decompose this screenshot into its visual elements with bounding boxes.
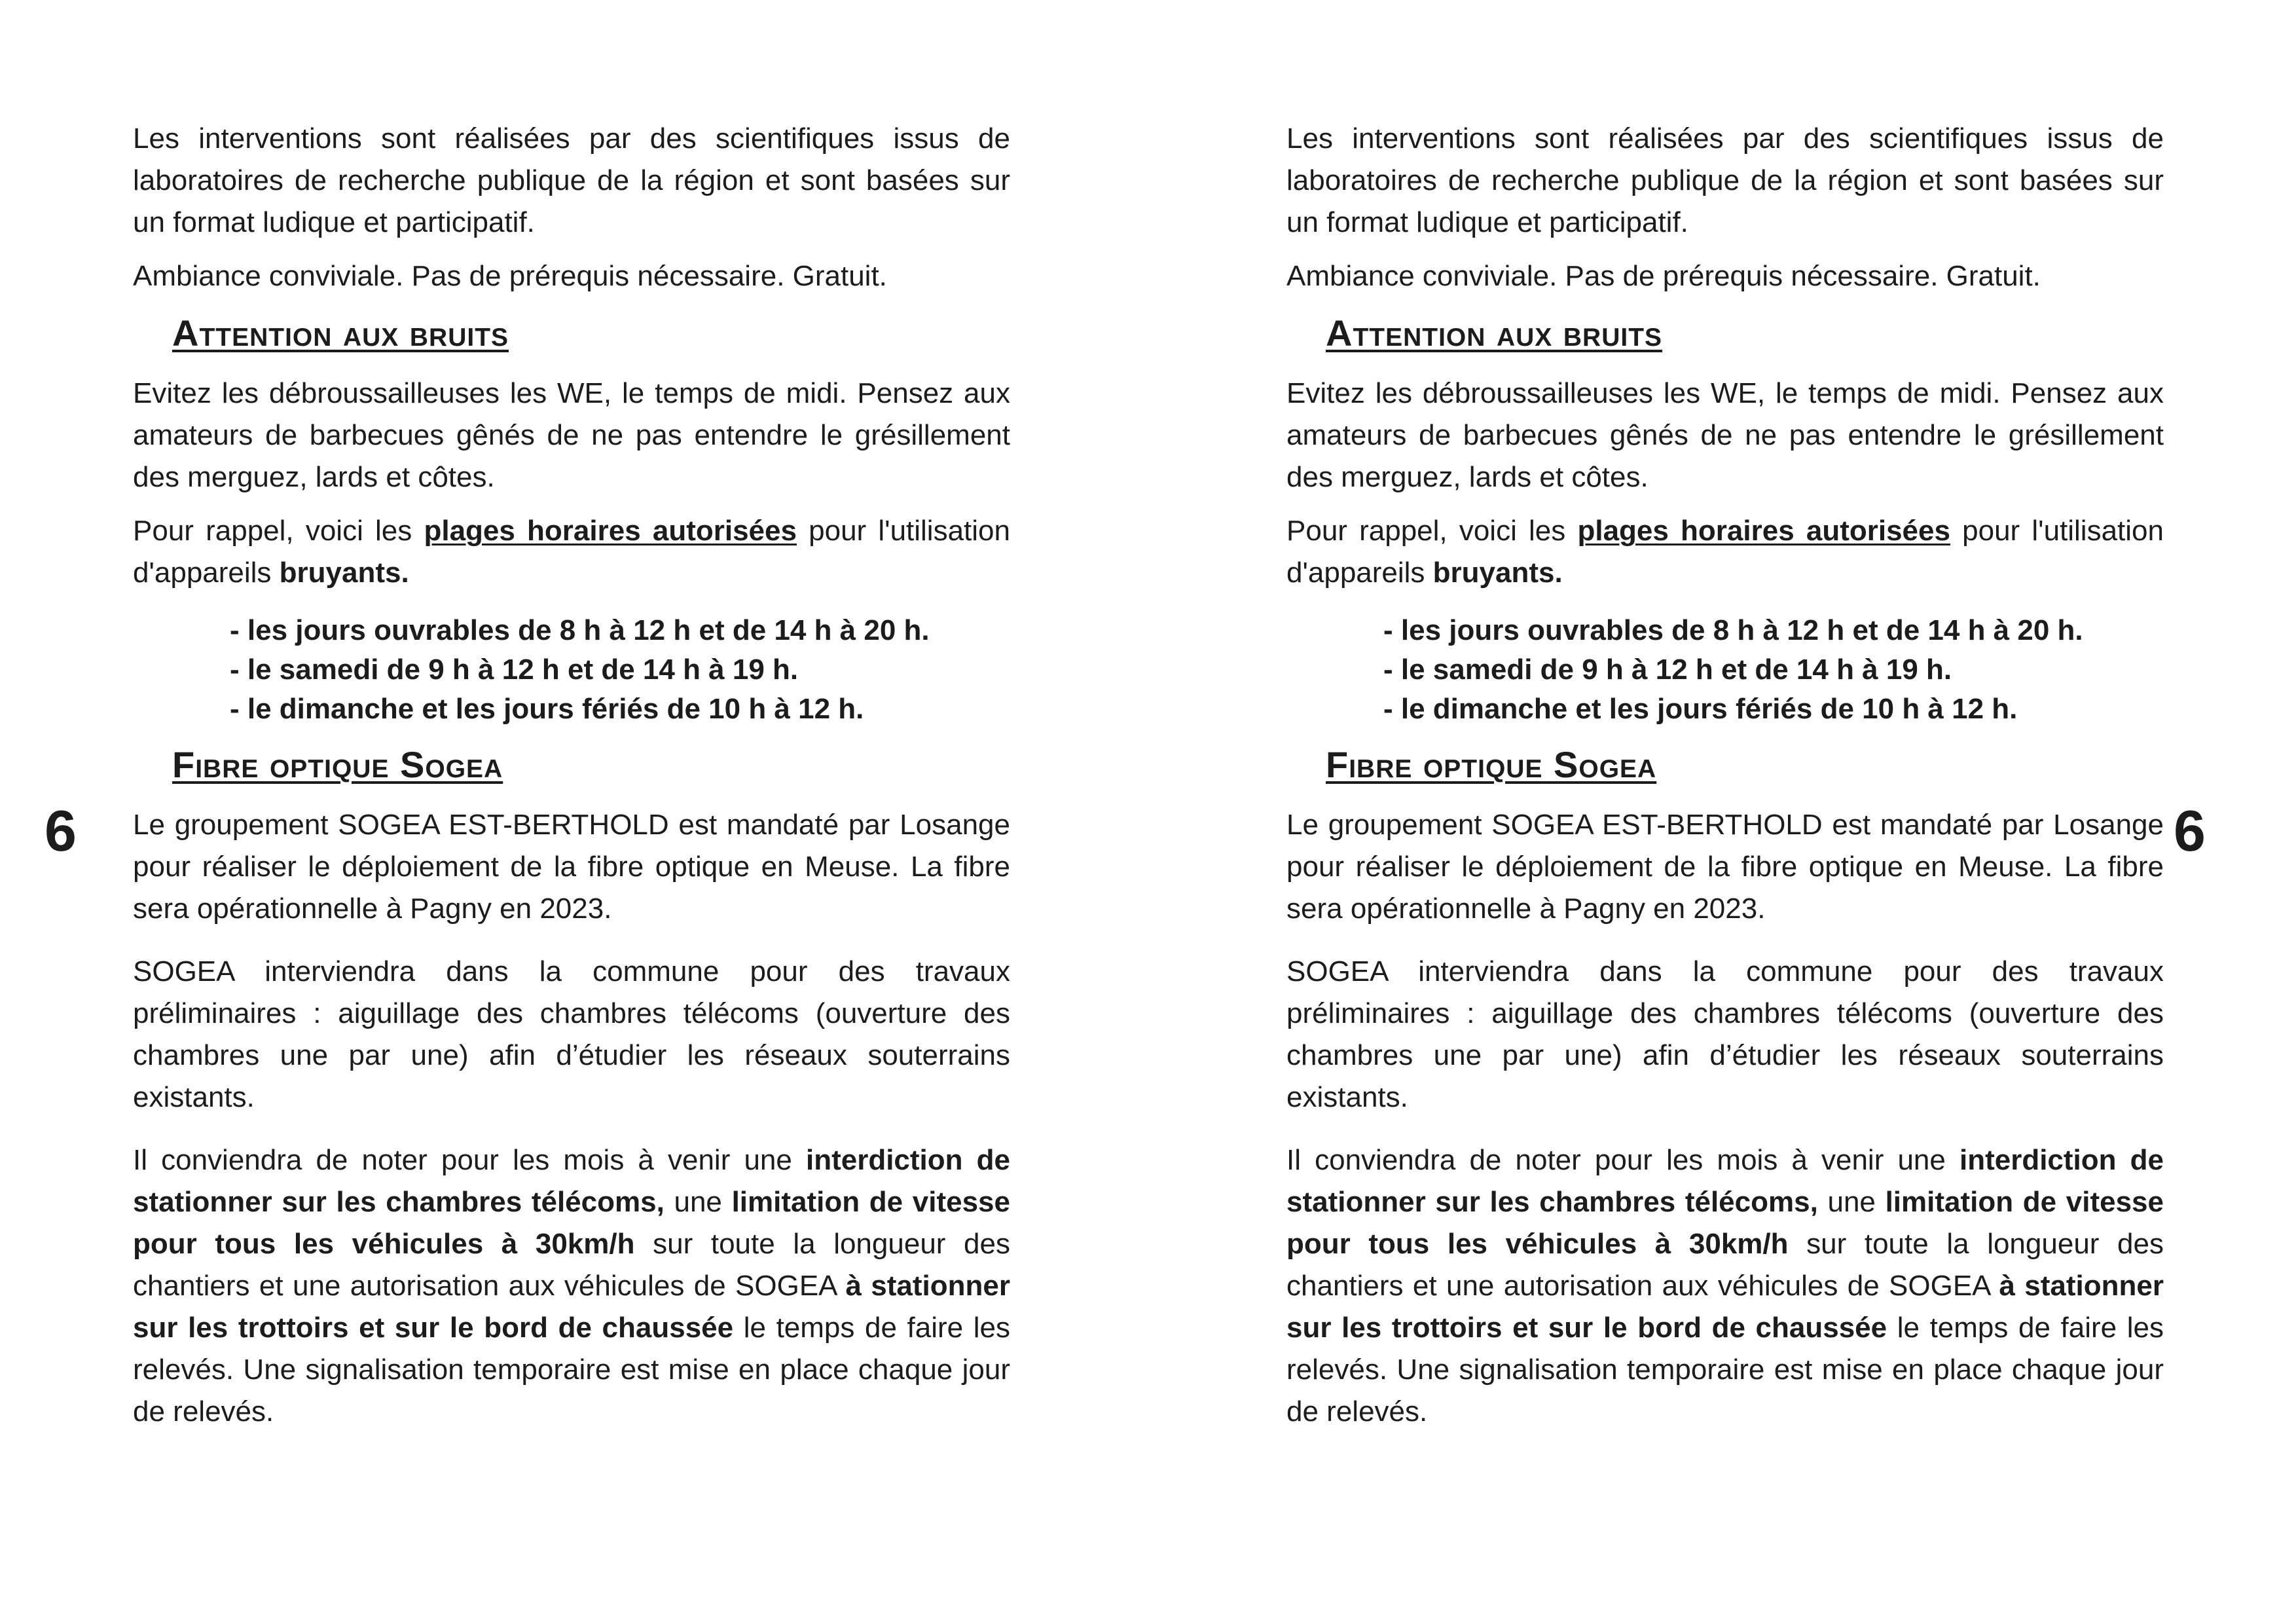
fibre-bold: interdiction de stationner sur les chambres télécoms, (1286, 1144, 2164, 1218)
fibre-text: Il conviendra de noter pour les mois à venir une (1286, 1144, 1959, 1176)
fibre-heading: Fibre optique Sogea (1326, 744, 1657, 785)
fibre-paragraph-1: Le groupement SOGEA EST-BERTHOLD est mandaté par Losange pour réaliser le déploiement de la fibre optique en Meuse. La fibre sera opérationnelle à Pagny en 2023. (133, 809, 1010, 925)
noise-reminder-bold: bruyants. (279, 557, 409, 589)
noise-reminder-text: Pour rappel, voici les (1286, 515, 1578, 547)
intro-paragraph: Les interventions sont réalisées par des scientifiques issus de laboratoires de recherche publique de la région et sont basées sur un format ludique et participatif. (1286, 122, 2164, 238)
fibre-text: une (664, 1186, 732, 1218)
noise-reminder (133, 510, 1010, 594)
fibre-text: le temps de faire les relevés. Une signalisation temporaire est mise en place chaque jour de relevés. (1286, 1312, 2164, 1428)
schedule-list (230, 611, 1010, 729)
fibre-text: sur toute la longueur des chantiers et une autorisation aux véhicules de SOGEA (133, 1228, 1010, 1302)
allowed-hours-link: plages horaires autorisées (1577, 515, 1950, 547)
allowed-hours-link: plages horaires autorisées (424, 515, 797, 547)
fibre-heading: Fibre optique Sogea (172, 744, 503, 785)
right-page (1286, 118, 2164, 1433)
noise-heading: Attention aux bruits (1326, 312, 1663, 354)
noise-reminder-text: Pour rappel, voici les (133, 515, 424, 547)
fibre-text: sur toute la longueur des chantiers et une autorisation aux véhicules de SOGEA (1286, 1228, 2164, 1302)
noise-heading: Attention aux bruits (172, 312, 509, 354)
fibre-paragraph-3 (133, 1139, 1010, 1433)
noise-reminder-bold: bruyants. (1432, 557, 1563, 589)
noise-reminder-text-2: pour l'utilisation d'appareils (133, 515, 1010, 589)
page-number-left: 6 (45, 798, 77, 863)
fibre-paragraph-2: SOGEA interviendra dans la commune pour des travaux préliminaires : aiguillage des chambres télécoms (ouverture des chambres une par une) afin d’étudier les réseaux souterrains existants. (133, 955, 1010, 1113)
fibre-bold: limitation de vitesse pour tous les véhicules à 30km/h (1286, 1186, 2164, 1260)
fibre-text: une (1817, 1186, 1886, 1218)
schedule-list (1383, 611, 2164, 729)
intro-note: Ambiance conviviale. Pas de prérequis nécessaire. Gratuit. (133, 260, 887, 292)
schedule-item: - les jours ouvrables de 8 h à 12 h et de 14 h à 20 h. (230, 614, 930, 646)
noise-paragraph: Evitez les débroussailleuses les WE, le temps de midi. Pensez aux amateurs de barbecues gênés de ne pas entendre le grésillement des merguez, lards et côtes. (1286, 377, 2164, 493)
fibre-text: Il conviendra de noter pour les mois à venir une (133, 1144, 806, 1176)
fibre-text: le temps de faire les relevés. Une signalisation temporaire est mise en place chaque jour de relevés. (133, 1312, 1011, 1428)
schedule-item: - le samedi de 9 h à 12 h et de 14 h à 19 h. (1383, 654, 1952, 686)
fibre-bold: interdiction de stationner sur les chambres télécoms, (133, 1144, 1010, 1218)
intro-note: Ambiance conviviale. Pas de prérequis nécessaire. Gratuit. (1286, 260, 2041, 292)
intro-paragraph: Les interventions sont réalisées par des scientifiques issus de laboratoires de recherche publique de la région et sont basées sur un format ludique et participatif. (133, 122, 1010, 238)
schedule-item: - le dimanche et les jours fériés de 10 h à 12 h. (1383, 693, 2018, 725)
fibre-bold: à stationner sur les trottoirs et sur le bord de chaussée (133, 1270, 1011, 1344)
schedule-item: - le dimanche et les jours fériés de 10 h à 12 h. (230, 693, 864, 725)
fibre-bold: à stationner sur les trottoirs et sur le bord de chaussée (1286, 1270, 2164, 1344)
left-page (133, 118, 1010, 1433)
noise-reminder-text-2: pour l'utilisation d'appareils (1286, 515, 2164, 589)
fibre-paragraph-3 (1286, 1139, 2164, 1433)
schedule-item: - le samedi de 9 h à 12 h et de 14 h à 19 h. (230, 654, 799, 686)
page-number-right: 6 (2174, 798, 2206, 863)
schedule-item: - les jours ouvrables de 8 h à 12 h et de 14 h à 20 h. (1383, 614, 2083, 646)
fibre-paragraph-1: Le groupement SOGEA EST-BERTHOLD est mandaté par Losange pour réaliser le déploiement de la fibre optique en Meuse. La fibre sera opérationnelle à Pagny en 2023. (1286, 809, 2164, 925)
fibre-bold: limitation de vitesse pour tous les véhicules à 30km/h (133, 1186, 1010, 1260)
fibre-paragraph-2: SOGEA interviendra dans la commune pour des travaux préliminaires : aiguillage des chambres télécoms (ouverture des chambres une par une) afin d’étudier les réseaux souterrains existants. (1286, 955, 2164, 1113)
noise-reminder (1286, 510, 2164, 594)
noise-paragraph: Evitez les débroussailleuses les WE, le temps de midi. Pensez aux amateurs de barbecues gênés de ne pas entendre le grésillement des merguez, lards et côtes. (133, 377, 1010, 493)
